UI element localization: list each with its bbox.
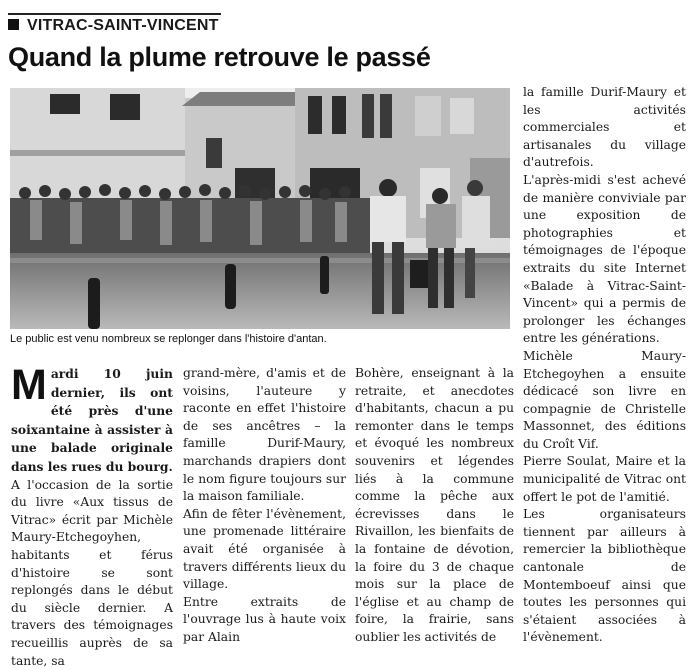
article-column-2 — [183, 365, 346, 647]
crowd-street-photo — [10, 88, 510, 329]
paragraph: Pierre Soulat, Maire et la municipalité de Vitrac ont offert le pot de l'amitié. — [523, 454, 686, 504]
section-heading — [8, 15, 248, 37]
section-square-icon — [8, 19, 19, 30]
paragraph: Les organisateurs tiennent par ailleurs à remercier la bibliothèque cantonale de Montemboeuf ainsi que toutes les personnes qui s'étaient associées à l'évènement. — [523, 507, 686, 645]
drop-cap: M — [11, 361, 47, 409]
article-column-1 — [11, 361, 173, 670]
section-title-text: VITRAC-SAINT-VINCENT — [27, 17, 219, 34]
paragraph: L'après-midi s'est achevé de manière conviviale par une exposition de photographies et témoignages de l'époque extraits du site Internet «Balade à Vitrac-Saint-Vincent» qui a permis de prolonger les échanges entre les générations. — [523, 172, 686, 346]
paragraph: Michèle Maury-Etchegoyhen a ensuite dédicacé son livre en compagnie de Christelle Massonnet, des éditions du Croît Vif. — [523, 348, 686, 451]
paragraph: Entre extraits de l'ouvrage lus à haute voix par Alain — [183, 594, 346, 644]
paragraph: A l'occasion de la sortie du livre «Aux tissus de Vitrac» écrit par Michèle Maury-Etchegoyhen, habitants et férus d'histoire se sont replongés dans le début du siècle dernier. A travers des témoignages recueillis auprès de sa tante, sa — [11, 477, 173, 668]
paragraph: Afin de fêter l'évènement, une promenade littéraire avait été organisée à travers différents lieux du village. — [183, 506, 346, 592]
article-headline: Quand la plume retrouve le passé — [8, 42, 431, 72]
article-column-3 — [355, 365, 514, 647]
article-photo — [10, 88, 510, 329]
article-column-4 — [523, 84, 686, 647]
article-lead — [11, 361, 173, 477]
paragraph: la famille Durif-Maury et les activités commerciales et artisanales du village d'autrefois. — [523, 85, 686, 170]
paragraph: grand-mère, d'amis et de voisins, l'auteure y raconte en effet l'histoire de ses ancêtres – la famille Durif-Maury, marchands drapiers dont le nom figure toujours sur la maison familiale. — [183, 366, 346, 504]
paragraph: Bohère, enseignant à la retraite, et anecdotes d'habitants, chacun a pu remonter dans le temps et évoqué les nombreux souvenirs et légendes liés à la commune comme la pêche aux écrevisses dans le Rivaillon, les bienfaits de la fontaine de dévotion, la foire du 3 de chaque mois sur la place de l'église et au champ de foire, la frairie, sans oublier les activités de — [355, 366, 514, 644]
photo-caption: Le public est venu nombreux se replonger dans l'histoire d'antan. — [10, 333, 327, 345]
lead-text: ardi 10 juin dernier, ils ont été près d'une soixantaine à assister à une balade originale dans les rues du bourg. — [11, 366, 173, 474]
